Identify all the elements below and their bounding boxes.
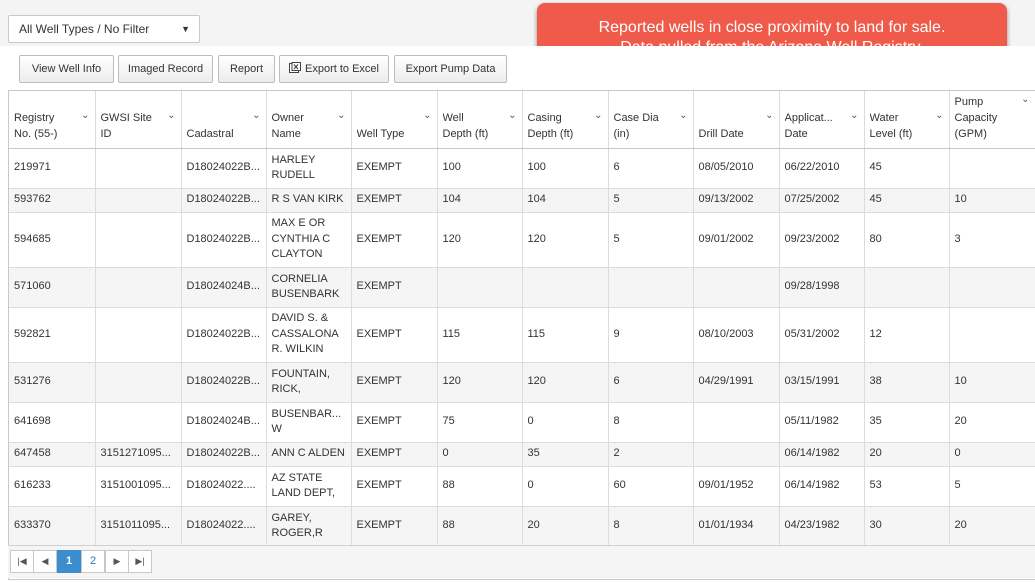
table-row[interactable]	[9, 188, 1035, 212]
cell-pump-capacity: 20	[949, 506, 1035, 546]
last-page-button[interactable]: ▶|	[128, 550, 152, 573]
column-header-label: Water	[869, 111, 899, 124]
cell-registry-no: 531276	[9, 362, 95, 402]
pagination	[8, 545, 1035, 578]
cell-owner-name: DAVID S. & CASSALONA R. WILKIN	[266, 307, 351, 362]
column-header-registry-no[interactable]	[9, 91, 95, 148]
column-header-casing-depth[interactable]	[522, 91, 608, 148]
column-header-label: Drill Date	[698, 127, 744, 140]
column-menu-chevron-icon[interactable]: ⌄	[594, 109, 603, 121]
cell-registry-no: 219971	[9, 148, 95, 188]
column-header-label: No. (55-)	[14, 127, 58, 140]
cell-pump-capacity: 3	[949, 212, 1035, 267]
cell-well-depth: 120	[437, 362, 522, 402]
cell-well-type: EXEMPT	[351, 362, 437, 402]
table-row[interactable]	[9, 466, 1035, 506]
cell-water-level: 45	[864, 148, 949, 188]
toolbar	[0, 46, 1035, 90]
cell-well-depth: 115	[437, 307, 522, 362]
cell-case-dia: 9	[608, 307, 693, 362]
cell-cadastral: D18024022....	[181, 506, 266, 546]
well-type-filter-select[interactable]	[8, 15, 200, 43]
table-body	[9, 148, 1035, 546]
page-2-button[interactable]: 2	[81, 550, 105, 573]
cell-case-dia: 5	[608, 188, 693, 212]
cell-cadastral: D18024022B...	[181, 148, 266, 188]
column-header-label: Registry	[14, 111, 55, 124]
table-row[interactable]	[9, 506, 1035, 546]
cell-owner-name: CORNELIA BUSENBARK	[266, 267, 351, 307]
table-row[interactable]	[9, 402, 1035, 442]
cell-well-depth: 0	[437, 442, 522, 466]
table-row[interactable]	[9, 442, 1035, 466]
cell-case-dia: 8	[608, 402, 693, 442]
cell-gwsi-site-id	[95, 148, 181, 188]
column-header-label: Well Type	[356, 127, 405, 140]
cell-water-level: 35	[864, 402, 949, 442]
cell-cadastral: D18024024B...	[181, 267, 266, 307]
cell-pump-capacity: 20	[949, 402, 1035, 442]
cell-case-dia: 6	[608, 148, 693, 188]
cell-water-level: 53	[864, 466, 949, 506]
imaged-record-button[interactable]	[118, 55, 213, 83]
imaged-record-label: Imaged Record	[127, 63, 204, 75]
cell-water-level: 80	[864, 212, 949, 267]
cell-water-level: 45	[864, 188, 949, 212]
column-header-label: Well	[442, 111, 464, 124]
table-row[interactable]	[9, 148, 1035, 188]
cell-casing-depth: 35	[522, 442, 608, 466]
cell-owner-name: AZ STATE LAND DEPT,	[266, 466, 351, 506]
cell-owner-name: BUSENBAR... W	[266, 402, 351, 442]
table-row[interactable]	[9, 267, 1035, 307]
cell-cadastral: D18024022B...	[181, 188, 266, 212]
cell-gwsi-site-id	[95, 267, 181, 307]
column-header-water-level[interactable]	[864, 91, 949, 148]
cell-well-type: EXEMPT	[351, 188, 437, 212]
cell-owner-name: FOUNTAIN, RICK,	[266, 362, 351, 402]
cell-cadastral: D18024022....	[181, 466, 266, 506]
cell-drill-date: 09/13/2002	[693, 188, 779, 212]
cell-drill-date: 08/05/2010	[693, 148, 779, 188]
cell-well-type: EXEMPT	[351, 402, 437, 442]
cell-drill-date: 09/01/1952	[693, 466, 779, 506]
report-label: Report	[229, 63, 264, 75]
cell-water-level: 38	[864, 362, 949, 402]
page-1-button[interactable]: 1	[57, 550, 81, 573]
cell-well-type: EXEMPT	[351, 506, 437, 546]
column-header-label: Capacity	[954, 111, 998, 124]
cell-registry-no: 616233	[9, 466, 95, 506]
column-menu-chevron-icon[interactable]: ⌄	[423, 109, 432, 121]
cell-casing-depth: 104	[522, 188, 608, 212]
column-header-well-type[interactable]	[351, 91, 437, 148]
excel-icon	[289, 62, 301, 74]
cell-application-date: 06/14/1982	[779, 442, 864, 466]
report-button[interactable]	[218, 55, 275, 83]
cell-drill-date	[693, 402, 779, 442]
cell-registry-no: 571060	[9, 267, 95, 307]
cell-well-type: EXEMPT	[351, 148, 437, 188]
cell-well-depth: 88	[437, 506, 522, 546]
column-header-owner-name[interactable]	[266, 91, 351, 148]
next-page-button[interactable]: ▶	[105, 550, 129, 573]
column-header-well-depth[interactable]	[437, 91, 522, 148]
cell-casing-depth: 0	[522, 466, 608, 506]
cell-case-dia: 6	[608, 362, 693, 402]
view-well-info-button[interactable]	[19, 55, 114, 83]
cell-application-date: 09/23/2002	[779, 212, 864, 267]
cell-water-level: 20	[864, 442, 949, 466]
column-menu-chevron-icon[interactable]: ⌄	[337, 109, 346, 121]
column-menu-chevron-icon[interactable]: ⌄	[252, 109, 261, 121]
cell-gwsi-site-id	[95, 362, 181, 402]
cell-registry-no: 641698	[9, 402, 95, 442]
cell-gwsi-site-id	[95, 402, 181, 442]
column-header-pump-capacity[interactable]	[949, 91, 1035, 148]
cell-gwsi-site-id	[95, 188, 181, 212]
column-header-label: (GPM)	[954, 127, 987, 140]
cell-cadastral: D18024024B...	[181, 402, 266, 442]
table-row[interactable]	[9, 212, 1035, 267]
cell-owner-name: GAREY, ROGER,R	[266, 506, 351, 546]
cell-pump-capacity: 0	[949, 442, 1035, 466]
cell-application-date: 05/31/2002	[779, 307, 864, 362]
cell-casing-depth: 20	[522, 506, 608, 546]
cell-registry-no: 593762	[9, 188, 95, 212]
export-to-excel-label: Export to Excel	[305, 63, 379, 75]
cell-case-dia: 60	[608, 466, 693, 506]
cell-owner-name: R S VAN KIRK	[266, 188, 351, 212]
wells-grid	[8, 90, 1035, 580]
export-pump-data-button[interactable]	[394, 55, 507, 83]
cell-owner-name: ANN C ALDEN	[266, 442, 351, 466]
cell-water-level	[864, 267, 949, 307]
cell-drill-date: 09/01/2002	[693, 212, 779, 267]
column-header-label: Cadastral	[186, 127, 234, 140]
column-header-label: Case Dia	[613, 111, 659, 124]
filter-select-value: All Well Types / No Filter	[19, 22, 150, 36]
column-header-label: ID	[100, 127, 112, 140]
cell-pump-capacity: 10	[949, 362, 1035, 402]
column-menu-chevron-icon[interactable]: ⌄	[850, 109, 859, 121]
chevron-down-icon: ▼	[181, 24, 190, 34]
column-menu-chevron-icon[interactable]: ⌄	[167, 109, 176, 121]
cell-cadastral: D18024022B...	[181, 442, 266, 466]
column-header-gwsi-site-id[interactable]	[95, 91, 181, 148]
cell-casing-depth: 120	[522, 212, 608, 267]
cell-pump-capacity	[949, 148, 1035, 188]
column-header-cadastral[interactable]	[181, 91, 266, 148]
cell-case-dia: 5	[608, 212, 693, 267]
cell-well-depth: 88	[437, 466, 522, 506]
column-header-label: Level (ft)	[869, 127, 913, 140]
column-menu-chevron-icon[interactable]: ⌄	[508, 109, 517, 121]
cell-well-depth: 120	[437, 212, 522, 267]
column-header-drill-date[interactable]	[693, 91, 779, 148]
column-header-case-dia[interactable]	[608, 91, 693, 148]
cell-cadastral: D18024022B...	[181, 362, 266, 402]
cell-owner-name: MAX E OR CYNTHIA C CLAYTON	[266, 212, 351, 267]
column-menu-chevron-icon[interactable]: ⌄	[765, 109, 774, 121]
view-well-info-label: View Well Info	[31, 63, 102, 75]
cell-well-type: EXEMPT	[351, 307, 437, 362]
cell-drill-date	[693, 442, 779, 466]
column-header-label: Casing	[527, 111, 562, 124]
column-menu-chevron-icon[interactable]: ⌄	[679, 109, 688, 121]
cell-water-level: 30	[864, 506, 949, 546]
cell-well-depth: 75	[437, 402, 522, 442]
export-pump-data-label: Export Pump Data	[405, 63, 496, 75]
column-header-label: Depth (ft)	[442, 127, 489, 140]
cell-casing-depth: 115	[522, 307, 608, 362]
cell-gwsi-site-id: 3151011095...	[95, 506, 181, 546]
cell-registry-no: 592821	[9, 307, 95, 362]
column-header-label: Pump	[954, 95, 984, 108]
cell-gwsi-site-id	[95, 212, 181, 267]
wells-table	[9, 91, 1035, 547]
cell-drill-date: 04/29/1991	[693, 362, 779, 402]
cell-pump-capacity	[949, 267, 1035, 307]
column-menu-chevron-icon[interactable]: ⌄	[935, 109, 944, 121]
column-header-label: Date	[784, 127, 808, 140]
cell-well-type: EXEMPT	[351, 442, 437, 466]
export-to-excel-button[interactable]	[279, 55, 389, 83]
cell-case-dia: 8	[608, 506, 693, 546]
cell-application-date: 04/23/1982	[779, 506, 864, 546]
cell-pump-capacity: 10	[949, 188, 1035, 212]
column-header-application-date[interactable]	[779, 91, 864, 148]
cell-application-date: 09/28/1998	[779, 267, 864, 307]
cell-gwsi-site-id: 3151001095...	[95, 466, 181, 506]
cell-drill-date	[693, 267, 779, 307]
cell-application-date: 06/14/1982	[779, 466, 864, 506]
cell-well-depth	[437, 267, 522, 307]
cell-well-depth: 100	[437, 148, 522, 188]
cell-casing-depth: 120	[522, 362, 608, 402]
column-header-label: Owner	[271, 111, 304, 124]
callout-line-1: Reported wells in close proximity to land for sale.	[598, 19, 946, 36]
cell-drill-date: 01/01/1934	[693, 506, 779, 546]
cell-registry-no: 633370	[9, 506, 95, 546]
cell-pump-capacity	[949, 307, 1035, 362]
cell-well-type: EXEMPT	[351, 267, 437, 307]
cell-case-dia	[608, 267, 693, 307]
cell-owner-name: HARLEY RUDELL	[266, 148, 351, 188]
cell-casing-depth: 0	[522, 402, 608, 442]
cell-application-date: 03/15/1991	[779, 362, 864, 402]
cell-registry-no: 647458	[9, 442, 95, 466]
cell-water-level: 12	[864, 307, 949, 362]
table-header-row	[9, 91, 1035, 148]
table-row[interactable]	[9, 362, 1035, 402]
cell-cadastral: D18024022B...	[181, 307, 266, 362]
column-header-label: GWSI Site	[100, 111, 152, 124]
cell-drill-date: 08/10/2003	[693, 307, 779, 362]
column-menu-chevron-icon[interactable]: ⌄	[81, 109, 90, 121]
cell-application-date: 06/22/2010	[779, 148, 864, 188]
column-header-label: (in)	[613, 127, 630, 140]
first-page-button[interactable]: |◀	[10, 550, 34, 573]
cell-case-dia: 2	[608, 442, 693, 466]
column-header-label: Depth (ft)	[527, 127, 574, 140]
cell-gwsi-site-id: 3151271095...	[95, 442, 181, 466]
cell-pump-capacity: 5	[949, 466, 1035, 506]
cell-cadastral: D18024022B...	[181, 212, 266, 267]
column-header-label: Applicat...	[784, 111, 833, 124]
cell-application-date: 05/11/1982	[779, 402, 864, 442]
cell-well-depth: 104	[437, 188, 522, 212]
column-header-label: Name	[271, 127, 301, 140]
cell-registry-no: 594685	[9, 212, 95, 267]
cell-well-type: EXEMPT	[351, 466, 437, 506]
cell-casing-depth: 100	[522, 148, 608, 188]
column-menu-chevron-icon[interactable]: ⌄	[1021, 93, 1030, 105]
cell-application-date: 07/25/2002	[779, 188, 864, 212]
cell-gwsi-site-id	[95, 307, 181, 362]
table-row[interactable]	[9, 307, 1035, 362]
cell-well-type: EXEMPT	[351, 212, 437, 267]
cell-casing-depth	[522, 267, 608, 307]
prev-page-button[interactable]: ◀	[33, 550, 57, 573]
